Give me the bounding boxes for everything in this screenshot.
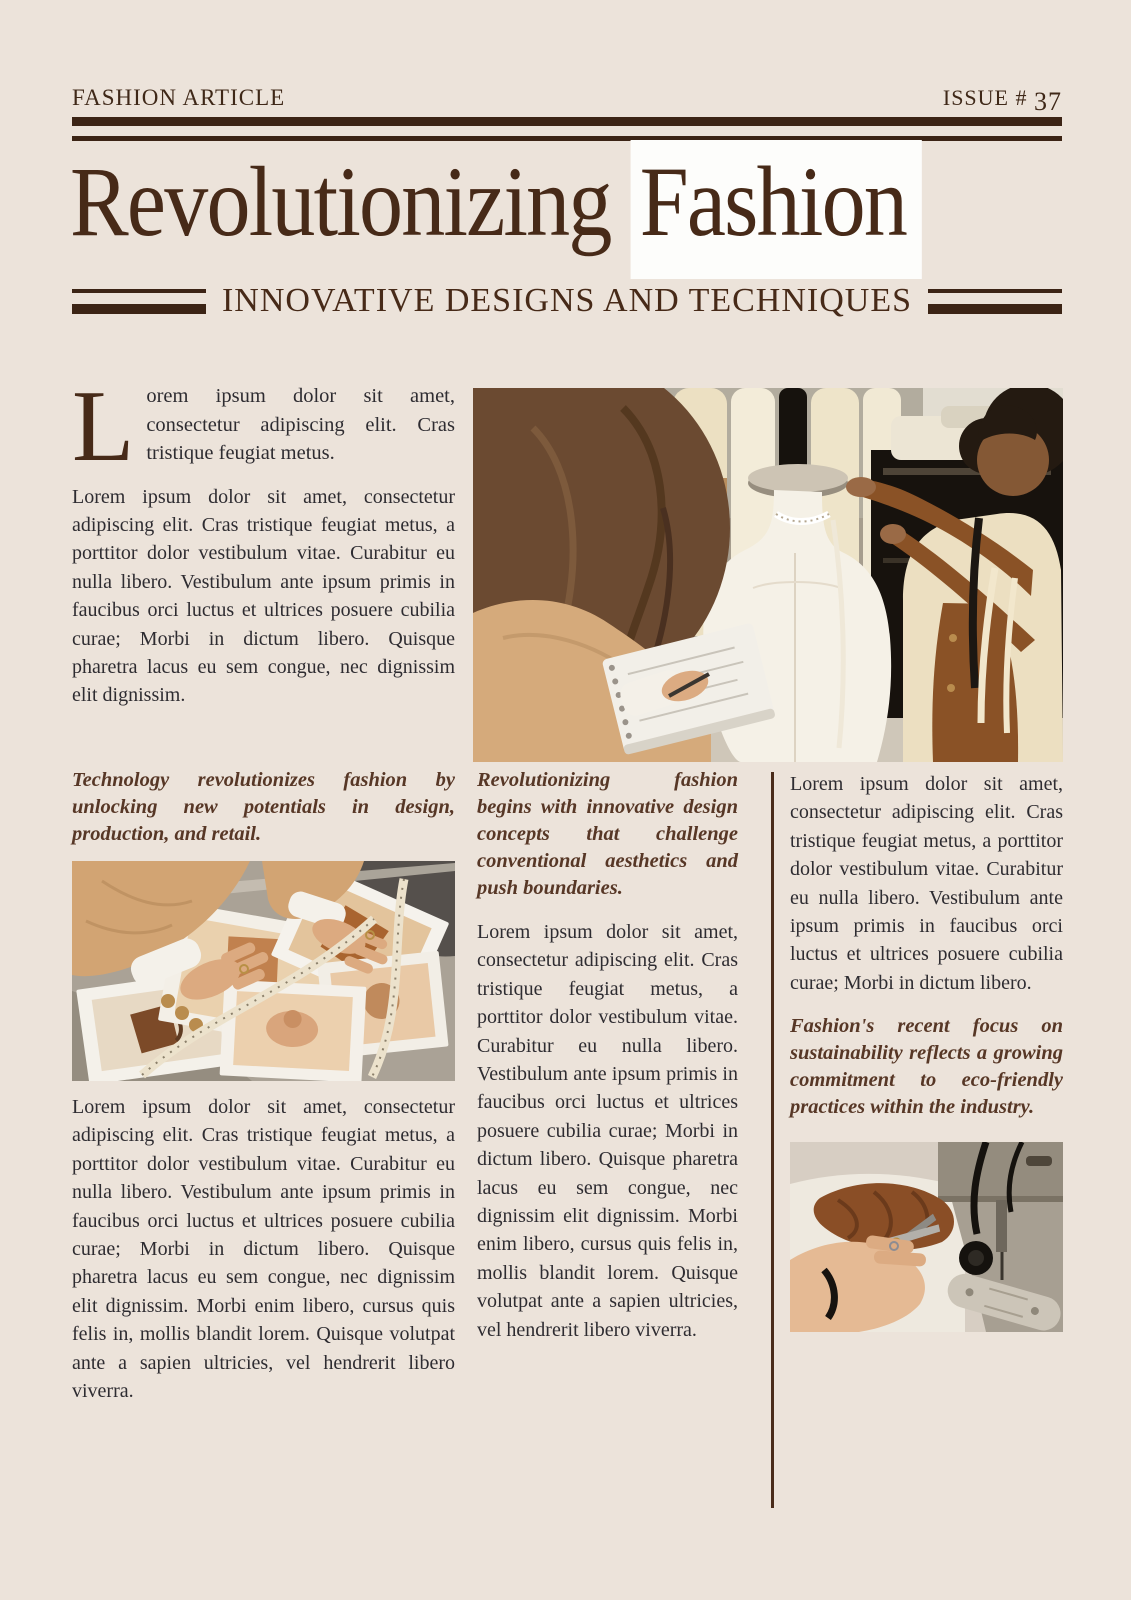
issue-label: ISSUE # 37	[942, 85, 1062, 116]
paragraph-col1-2: Lorem ipsum dolor sit amet, consectetur adipiscing elit. Cras tristique feugiat metus, a porttitor dolor vestibulum vitae. Curabitur eu nulla libero. Vestibulum ante ipsum primis in faucibus orci luctus et ultrices posuere cubilia curae; Morbi in dictum libero. Quisque pharetra lacus eu sem congue, nec dignissim elit dignissim. Morbi enim libero, cursus quis felis in, mollis blandit lorem. Quisque volutpat ante a sapien ultricies, vel hendrerit libero viverra.	[72, 1096, 455, 1403]
masthead-rule-thick	[72, 117, 1062, 126]
subtitle-text: INNOVATIVE DESIGNS AND TECHNIQUES	[221, 282, 913, 319]
paragraph-col3-1: Lorem ipsum dolor sit amet, consectetur adipiscing elit. Cras tristique feugiat metus, a porttitor dolor vestibulum vitae. Curabitur eu nulla libero. Vestibulum ante ipsum primis in faucibus orci luctus et ultrices posuere cubilia curae; Morbi in dictum libero.	[790, 773, 1063, 994]
intro-paragraph: Lorem ipsum dolor sit amet, consectetur adipiscing elit. Cras tristique feugiat metus.	[72, 370, 455, 483]
photo-sewing-machine	[790, 1142, 1063, 1332]
headline	[70, 146, 922, 257]
column-middle	[477, 767, 738, 1344]
headline-word2-highlighted: Fashion	[631, 140, 922, 279]
paragraph-col1-1: Lorem ipsum dolor sit amet, consectetur adipiscing elit. Cras tristique feugiat metus, a porttitor dolor vestibulum vitae. Curabitur eu nulla libero. Vestibulum ante ipsum primis in faucibus orci luctus et ultrices posuere cubilia curae; Morbi in dictum libero. Quisque pharetra lacus eu sem congue, nec dignissim elit dignissim.	[72, 485, 455, 707]
column-left-bottom	[72, 767, 455, 1405]
hero-photo-designers-dress-form	[473, 388, 1063, 762]
column-right	[790, 770, 1063, 1332]
masthead-brand: FASHION ARTICLE	[72, 85, 286, 110]
photo-moodboard-hands	[72, 861, 455, 1081]
subtitle-rule-right	[928, 289, 1062, 314]
lead-col2: Revolutionizing fashion begins with innovative design concepts that challenge conventional aesthetics and push boundaries.	[477, 769, 738, 899]
subtitle-row	[72, 282, 1062, 320]
paragraph-col2-1: Lorem ipsum dolor sit amet, consectetur adipiscing elit. Cras tristique feugiat metus, a porttitor dolor vestibulum vitae. Curabitur eu nulla libero. Vestibulum ante ipsum primis in faucibus orci luctus et ultrices posuere cubilia curae; Morbi in dictum libero. Quisque pharetra lacus eu sem congue, nec dignissim elit dignissim. Morbi enim libero, cursus quis felis in, mollis blandit lorem. Quisque volutpat ante a sapien ultricies, vel hendrerit libero viverra.	[477, 921, 738, 1341]
lead-col1: Technology revolutionizes fashion by unlocking new potentials in design, production, and retail.	[72, 769, 455, 845]
column-left-top	[72, 370, 455, 710]
column-divider	[771, 772, 774, 1508]
subtitle-rule-left	[72, 289, 206, 314]
masthead	[72, 82, 1062, 116]
issue-number: 37	[1034, 87, 1062, 116]
headline-word1: Revolutionizing	[70, 146, 611, 257]
lead-col3: Fashion's recent focus on sustainability reflects a growing commitment to eco-friendly practices within the industry.	[790, 1015, 1063, 1119]
drop-cap: L	[72, 370, 135, 483]
